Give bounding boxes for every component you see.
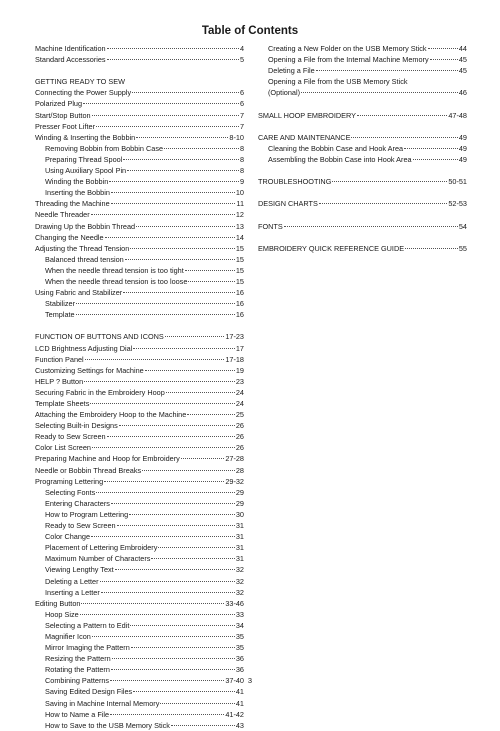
- toc-entry-label: Preparing Thread Spool: [45, 154, 123, 164]
- toc-entry-page: 30: [235, 509, 244, 519]
- dot-leader: [119, 425, 235, 426]
- dot-leader: [85, 359, 225, 360]
- toc-entry-page: 49: [458, 154, 467, 164]
- dot-leader: [405, 248, 458, 249]
- section-spacer: [35, 65, 244, 76]
- toc-entry-function-panel[interactable]: [35, 354, 244, 365]
- toc-entry-label: Saving Edited Design Files: [45, 687, 133, 697]
- dot-leader: [430, 59, 458, 60]
- dot-leader: [96, 492, 235, 493]
- toc-entry-page: 31: [235, 543, 244, 553]
- toc-entry-page: 23: [235, 376, 244, 386]
- toc-entry-label: Customizing Settings for Machine: [35, 365, 144, 375]
- toc-entry-creating-a-new-folder-on-the-usb-memory-stick[interactable]: [258, 43, 467, 54]
- toc-entry-label: Standard Accessories: [35, 55, 106, 65]
- dot-leader: [91, 536, 235, 537]
- toc-entry-label: Attaching the Embroidery Hoop to the Machine: [35, 410, 187, 420]
- toc-entry-label: Polarized Plug: [35, 99, 83, 109]
- toc-entry-page: 33-46: [225, 598, 244, 608]
- toc-entry-rotating-the-pattern[interactable]: [35, 664, 244, 675]
- toc-entry-start-stop-button[interactable]: [35, 110, 244, 121]
- toc-entry-ready-to-sew-screen[interactable]: [35, 520, 244, 531]
- toc-entry-page: 12: [235, 210, 244, 220]
- toc-entry-label: When the needle thread tension is too tight: [45, 265, 184, 275]
- toc-entry-troubleshooting[interactable]: [258, 176, 467, 187]
- toc-entry-mirror-imaging-the-pattern[interactable]: [35, 642, 244, 653]
- toc-entry-label: Inserting the Bobbin: [45, 188, 110, 198]
- dot-leader: [80, 614, 235, 615]
- section-spacer: [258, 232, 467, 243]
- toc-entry-label: Viewing Lengthy Text: [45, 565, 114, 575]
- toc-entry-optional[interactable]: [258, 87, 467, 98]
- toc-entry-page: 28: [235, 465, 244, 475]
- section-spacer: [258, 98, 467, 109]
- dot-leader: [117, 525, 235, 526]
- toc-entry-label: How to Save to the USB Memory Stick: [45, 720, 170, 730]
- dot-leader: [151, 558, 234, 559]
- toc-entry-machine-identification[interactable]: [35, 43, 244, 54]
- dot-leader: [188, 281, 234, 282]
- toc-entry-page: 52-53: [448, 199, 467, 209]
- toc-entry-page: 17: [235, 343, 244, 353]
- toc-entry-care-and-maintenance[interactable]: [258, 132, 467, 143]
- toc-entry-page: 24: [235, 399, 244, 408]
- toc-entry-hoop-size[interactable]: [35, 609, 244, 620]
- toc-entry-selecting-built-in-designs[interactable]: [35, 420, 244, 431]
- toc-entry-label: SMALL HOOP EMBROIDERY: [258, 110, 356, 120]
- toc-entry-label: Winding the Bobbin: [45, 177, 109, 187]
- dot-leader: [76, 314, 235, 315]
- dot-leader: [133, 691, 235, 692]
- dot-leader: [319, 203, 447, 204]
- toc-entry-page: 32: [235, 587, 244, 597]
- dot-leader: [131, 647, 235, 648]
- dot-leader: [301, 92, 458, 93]
- dot-leader: [123, 292, 235, 293]
- dot-leader: [83, 103, 239, 104]
- toc-entry-color-change[interactable]: [35, 531, 244, 542]
- toc-entry-page: 6: [239, 99, 244, 109]
- toc-entry-label: GETTING READY TO SEW: [35, 77, 126, 87]
- dot-leader: [107, 48, 239, 49]
- toc-entry-page: 14: [235, 232, 244, 242]
- page-number: 3: [247, 676, 253, 685]
- toc-entry-color-list-screen[interactable]: [35, 442, 244, 453]
- toc-entry-label: Template: [45, 310, 75, 320]
- toc-entry-label: TROUBLESHOOTING: [258, 177, 332, 187]
- toc-entry-label: Mirror Imaging the Pattern: [45, 643, 130, 653]
- toc-entry-magnifier-icon[interactable]: [35, 631, 244, 642]
- dot-leader: [109, 181, 239, 182]
- dot-leader: [84, 381, 235, 382]
- toc-entry-label: Threading the Machine: [35, 199, 110, 209]
- toc-entry-page: 16: [235, 299, 244, 309]
- dot-leader: [111, 203, 236, 204]
- toc-entry-lcd-brightness-adjusting-dial[interactable]: [35, 343, 244, 354]
- dot-leader: [130, 248, 235, 249]
- dot-leader: [127, 170, 239, 171]
- toc-entry-resizing-the-pattern[interactable]: [35, 653, 244, 664]
- dot-leader: [133, 348, 235, 349]
- dot-leader: [136, 226, 235, 227]
- dot-leader: [136, 137, 228, 138]
- toc-entry-label: Function Panel: [35, 354, 84, 364]
- toc-entry-label: Using Auxiliary Spool Pin: [45, 166, 127, 176]
- toc-entry-label: Presser Foot Lifter: [35, 121, 96, 131]
- dot-leader: [104, 481, 224, 482]
- dot-leader: [101, 592, 235, 593]
- dot-leader: [115, 569, 235, 570]
- toc-entry-label: Stabilizer: [45, 299, 76, 309]
- toc-entry-label: EMBROIDERY QUICK REFERENCE GUIDE: [258, 243, 405, 253]
- toc-entry-changing-the-needle[interactable]: [35, 232, 244, 243]
- dot-leader: [142, 470, 235, 471]
- toc-entry-page: 8: [239, 143, 244, 153]
- toc-entry-page: 26: [235, 443, 244, 453]
- toc-entry-threading-the-machine[interactable]: [35, 198, 244, 209]
- section-spacer: [258, 165, 467, 176]
- toc-entry-page: 29: [235, 498, 244, 508]
- toc-entry-programing-lettering[interactable]: [35, 476, 244, 487]
- toc-entry-drawing-up-the-bobbin-thread[interactable]: [35, 221, 244, 232]
- toc-entry-page: 16: [235, 288, 244, 298]
- toc-entry-label: Assembling the Bobbin Case into Hook Area: [268, 154, 412, 164]
- toc-entry-maximum-number-of-characters[interactable]: [35, 553, 244, 564]
- toc-entry-using-auxiliary-spool-pin[interactable]: [35, 165, 244, 176]
- toc-entry-entering-characters[interactable]: [35, 498, 244, 509]
- dot-leader: [160, 703, 235, 704]
- toc-entry-help-button[interactable]: [35, 376, 244, 387]
- toc-entry-page: 35: [235, 643, 244, 653]
- dot-leader: [111, 192, 235, 193]
- toc-entry-page: 43: [235, 720, 244, 730]
- toc-entry-label: Placement of Lettering Embroidery: [45, 543, 158, 553]
- toc-entry-label: Using Fabric and Stabilizer: [35, 288, 123, 298]
- toc-entry-page: 31: [235, 532, 244, 542]
- toc-entry-page: 41-42: [225, 709, 244, 719]
- toc-entry-label: Changing the Needle: [35, 232, 104, 242]
- toc-entry-page: 49: [458, 132, 467, 142]
- toc-entry-page: 8: [239, 154, 244, 164]
- section-spacer: [258, 187, 467, 198]
- toc-entry-label: Needle Threader: [35, 210, 90, 220]
- dot-leader: [107, 436, 235, 437]
- toc-entry-opening-a-file-from-the-internal-machine-memory[interactable]: [258, 54, 467, 65]
- toc-entry-page: 19: [235, 365, 244, 375]
- toc-entry-securing-fabric-in-the-embroidery-hoop[interactable]: [35, 387, 244, 398]
- toc-entry-label: Color Change: [45, 532, 91, 542]
- dot-leader: [145, 370, 235, 371]
- toc-entry-page: 32: [235, 565, 244, 575]
- toc-entry-page: 37-40: [225, 676, 244, 686]
- dot-leader: [100, 581, 235, 582]
- toc-entry-function-of-buttons-and-icons[interactable]: [35, 331, 244, 342]
- toc-entry-label: Inserting a Letter: [45, 587, 100, 597]
- toc-entry-needle-or-bobbin-thread-breaks[interactable]: [35, 465, 244, 476]
- toc-entry-page: 17-23: [225, 332, 244, 342]
- dot-leader: [123, 159, 239, 160]
- toc-entry-ready-to-sew-screen[interactable]: [35, 431, 244, 442]
- toc-entry-page: 24: [235, 387, 244, 397]
- toc-entry-page: 9: [239, 177, 244, 187]
- toc-entry-label: Magnifier Icon: [45, 631, 91, 641]
- toc-entry-label: Selecting Fonts: [45, 487, 96, 497]
- toc-entry-label: Saving in Machine Internal Memory: [45, 698, 160, 708]
- toc-entry-label: (Optional): [268, 88, 301, 98]
- toc-entry-page: 15: [235, 265, 244, 275]
- toc-entry-page: 29-32: [225, 476, 244, 486]
- toc-entry-page: 54: [458, 221, 467, 231]
- toc-entry-inserting-a-letter[interactable]: [35, 587, 244, 598]
- toc-entry-label: How to Program Lettering: [45, 509, 129, 519]
- toc-entry-page: 36: [235, 654, 244, 664]
- dot-leader: [181, 458, 225, 459]
- dot-leader: [332, 181, 447, 182]
- toc-entry-label: Drawing Up the Bobbin Thread: [35, 221, 136, 231]
- toc-entry-page: 13: [235, 221, 244, 231]
- toc-entry-template-sheets[interactable]: [35, 398, 244, 409]
- dot-leader: [81, 603, 224, 604]
- toc-entry-page: 15: [235, 254, 244, 264]
- toc-entry-selecting-a-pattern-to-edit[interactable]: [35, 620, 244, 631]
- toc-entry-presser-foot-lifter[interactable]: [35, 121, 244, 132]
- toc-entry-page: 33: [235, 609, 244, 619]
- section-spacer: [258, 209, 467, 220]
- dot-leader: [404, 148, 458, 149]
- toc-entry-label: Connecting the Power Supply: [35, 88, 132, 98]
- section-spacer: [35, 320, 244, 331]
- toc-entry-label: Color List Screen: [35, 443, 91, 453]
- toc-entry-label: DESIGN CHARTS: [258, 199, 318, 209]
- toc-entry-saving-edited-design-files[interactable]: [35, 686, 244, 697]
- dot-leader: [112, 658, 235, 659]
- toc-entry-small-hoop-embroidery[interactable]: [258, 110, 467, 121]
- toc-entry-standard-accessories[interactable]: [35, 54, 244, 65]
- toc-entry-winding-inserting-the-bobbin[interactable]: [35, 132, 244, 143]
- toc-entry-page: 44: [458, 44, 467, 53]
- dot-leader: [111, 669, 235, 670]
- toc-entry-inserting-the-bobbin[interactable]: [35, 187, 244, 198]
- toc-entry-polarized-plug[interactable]: [35, 98, 244, 109]
- toc-entry-label: Hoop Size: [45, 609, 79, 619]
- toc-entry-how-to-program-lettering[interactable]: [35, 509, 244, 520]
- dot-leader: [166, 392, 235, 393]
- toc-entry-viewing-lengthy-text[interactable]: [35, 564, 244, 575]
- dot-leader: [105, 237, 235, 238]
- dot-leader: [165, 336, 225, 337]
- toc-entry-removing-bobbin-from-bobbin-case[interactable]: [35, 143, 244, 154]
- toc-entry-page: 31: [235, 521, 244, 531]
- dot-leader: [91, 214, 235, 215]
- toc-entry-selecting-fonts[interactable]: [35, 487, 244, 498]
- toc-entry-label: Ready to Sew Screen: [35, 432, 106, 442]
- toc-left-column: [35, 43, 244, 731]
- toc-entry-adjusting-the-thread-tension[interactable]: [35, 243, 244, 254]
- dot-leader: [164, 148, 239, 149]
- toc-entry-label: FUNCTION OF BUTTONS AND ICONS: [35, 332, 164, 342]
- toc-entry-label: CARE AND MAINTENANCE: [258, 132, 351, 142]
- toc-entry-label: Combining Patterns: [45, 676, 110, 686]
- dot-leader: [92, 447, 235, 448]
- toc-entry-customizing-settings-for-machine[interactable]: [35, 365, 244, 376]
- toc-entry-fonts[interactable]: [258, 221, 467, 232]
- dot-leader: [129, 514, 235, 515]
- toc-entry-page: 4: [239, 44, 244, 53]
- toc-entry-page: 10: [235, 188, 244, 198]
- dot-leader: [428, 48, 458, 49]
- toc-entry-page: 34: [235, 620, 244, 630]
- toc-entry-page: 15: [235, 243, 244, 253]
- toc-entry-placement-of-lettering-embroidery[interactable]: [35, 542, 244, 553]
- toc-entry-page: 32: [235, 576, 244, 586]
- toc-entry-page: 55: [458, 243, 467, 253]
- toc-entry-when-the-needle-thread-tension-is-too-loose[interactable]: [35, 276, 244, 287]
- toc-entry-page: 7: [239, 121, 244, 131]
- toc-entry-page: 41: [235, 698, 244, 708]
- toc-entry-page: 26: [235, 421, 244, 431]
- toc-entry-page: 50-51: [448, 177, 467, 187]
- toc-entry-page: 17-18: [225, 354, 244, 364]
- toc-entry-page: 35: [235, 631, 244, 641]
- toc-entry-label: Rotating the Pattern: [45, 665, 110, 675]
- dot-leader: [130, 625, 235, 626]
- toc-entry-cleaning-the-bobbin-case-and-hook-area[interactable]: [258, 143, 467, 154]
- toc-entry-label: Creating a New Folder on the USB Memory Stick: [268, 44, 427, 53]
- toc-entry-label: Preparing Machine and Hoop for Embroidery: [35, 454, 180, 464]
- toc-entry-label: Opening a File from the Internal Machine Memory: [268, 55, 429, 65]
- toc-entry-label: LCD Brightness Adjusting Dial: [35, 343, 133, 353]
- toc-entry-page: 36: [235, 665, 244, 675]
- toc-entry-page: 8: [239, 166, 244, 176]
- toc-entry-page: 46: [458, 88, 467, 98]
- toc-entry-page: 11: [236, 199, 244, 209]
- dot-leader: [96, 126, 239, 127]
- toc-entry-page: 41: [235, 687, 244, 697]
- toc-entry-page: 7: [239, 110, 244, 120]
- dot-leader: [357, 115, 447, 116]
- toc-entry-label: Maximum Number of Characters: [45, 554, 151, 564]
- toc-entry-deleting-a-file[interactable]: [258, 65, 467, 76]
- toc-entry-page: 29: [235, 487, 244, 497]
- dot-leader: [185, 270, 235, 271]
- dot-leader: [132, 92, 239, 93]
- toc-entry-label: Editing Button: [35, 598, 81, 608]
- toc-entry-how-to-save-to-the-usb-memory-stick[interactable]: [35, 720, 244, 731]
- toc-entry-label: Selecting Built-in Designs: [35, 421, 118, 431]
- toc-entry-needle-threader[interactable]: [35, 209, 244, 220]
- dot-leader: [351, 137, 457, 138]
- toc-entry-editing-button[interactable]: [35, 598, 244, 609]
- toc-entry-page: 47-48: [448, 110, 467, 120]
- dot-leader: [171, 725, 235, 726]
- toc-entry-label: How to Name a File: [45, 709, 110, 719]
- toc-entry-template[interactable]: [35, 309, 244, 320]
- section-spacer: [258, 121, 467, 132]
- toc-entry-page: 5: [239, 55, 244, 65]
- toc-entry-label: Selecting a Pattern to Edit: [45, 620, 130, 630]
- toc-entry-embroidery-quick-reference-guide[interactable]: [258, 243, 467, 254]
- toc-entry-page: 45: [458, 66, 467, 76]
- toc-entry-label: Resizing the Pattern: [45, 654, 111, 664]
- toc-entry-connecting-the-power-supply[interactable]: [35, 87, 244, 98]
- toc-entry-page: 16: [235, 310, 244, 320]
- toc-entry-page: 25: [235, 410, 244, 420]
- dot-leader: [413, 159, 458, 160]
- toc-entry-page: 8-10: [229, 132, 244, 142]
- toc-entry-label: Balanced thread tension: [45, 254, 124, 264]
- toc-entry-label: Programing Lettering: [35, 476, 104, 486]
- toc-entry-label: FONTS: [258, 221, 283, 231]
- toc-entry-label: HELP ? Button: [35, 376, 84, 386]
- toc-entry-page: 26: [235, 432, 244, 442]
- toc-entry-label: Cleaning the Bobbin Case and Hook Area: [268, 143, 404, 153]
- toc-entry-label: Opening a File from the USB Memory Stick: [268, 77, 408, 87]
- toc-entry-preparing-thread-spool[interactable]: [35, 154, 244, 165]
- toc-entry-assembling-the-bobbin-case-into-hook-area[interactable]: [258, 154, 467, 165]
- toc-entry-using-fabric-and-stabilizer[interactable]: [35, 287, 244, 298]
- toc-entry-balanced-thread-tension[interactable]: [35, 254, 244, 265]
- toc-entry-preparing-machine-and-hoop-for-embroidery[interactable]: [35, 453, 244, 464]
- toc-entry-label: Adjusting the Thread Tension: [35, 243, 130, 253]
- toc-entry-label: Entering Characters: [45, 498, 110, 508]
- toc-entry-page: 6: [239, 88, 244, 98]
- dot-leader: [110, 714, 224, 715]
- dot-leader: [111, 503, 235, 504]
- page-title: Table of Contents: [201, 25, 299, 37]
- toc-entry-label: Securing Fabric in the Embroidery Hoop: [35, 387, 165, 397]
- toc-entry-attaching-the-embroidery-hoop-to-the-machine[interactable]: [35, 409, 244, 420]
- dot-leader: [187, 414, 235, 415]
- toc-entry-label: Ready to Sew Screen: [45, 521, 116, 531]
- toc-right-column: [258, 43, 467, 254]
- toc-entry-label: Start/Stop Button: [35, 110, 91, 120]
- toc-entry-stabilizer[interactable]: [35, 298, 244, 309]
- toc-entry-label: Deleting a Letter: [45, 576, 99, 586]
- toc-entry-page: 31: [235, 554, 244, 564]
- dot-leader: [125, 259, 235, 260]
- dot-leader: [92, 636, 235, 637]
- dot-leader: [76, 303, 235, 304]
- toc-entry-page: 45: [458, 55, 467, 65]
- toc-entry-winding-the-bobbin[interactable]: [35, 176, 244, 187]
- toc-entry-label: Needle or Bobbin Thread Breaks: [35, 465, 142, 475]
- dot-leader: [107, 59, 239, 60]
- toc-entry-label: Deleting a File: [268, 66, 315, 76]
- dot-leader: [92, 115, 239, 116]
- toc-entry-design-charts[interactable]: [258, 198, 467, 209]
- toc-entry-label: Machine Identification: [35, 44, 106, 53]
- dot-leader: [90, 403, 235, 404]
- toc-entry-page: 15: [235, 276, 244, 286]
- toc-entry-opening-a-file-from-the-usb-memory-stick[interactable]: [258, 76, 467, 87]
- toc-entry-label: Removing Bobbin from Bobbin Case: [45, 143, 164, 153]
- toc-entry-getting-ready-to-sew[interactable]: [35, 76, 244, 87]
- toc-entry-label: When the needle thread tension is too loose: [45, 276, 188, 286]
- toc-entry-page: 49: [458, 143, 467, 153]
- dot-leader: [284, 226, 458, 227]
- toc-entry-how-to-name-a-file[interactable]: [35, 709, 244, 720]
- toc-entry-page: 27-28: [225, 454, 244, 464]
- toc-entry-label: Winding & Inserting the Bobbin: [35, 132, 136, 142]
- toc-entry-label: Template Sheets: [35, 399, 90, 408]
- dot-leader: [158, 547, 235, 548]
- toc-entry-deleting-a-letter[interactable]: [35, 576, 244, 587]
- toc-entry-when-the-needle-thread-tension-is-too-tight[interactable]: [35, 265, 244, 276]
- dot-leader: [316, 70, 458, 71]
